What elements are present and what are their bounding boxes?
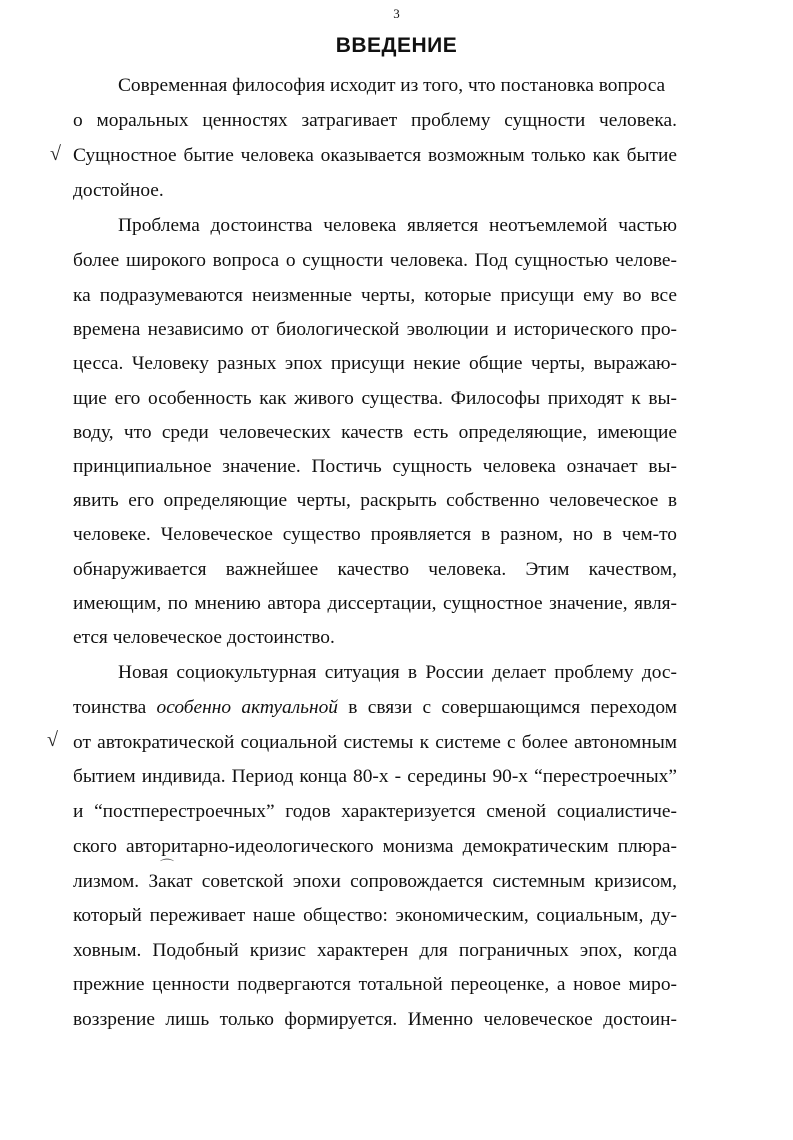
paragraph-2-line: Проблема достоинства человека является неотъемлемой частью: [118, 215, 677, 236]
paragraph-2-line: обнаруживается важнейшее качество человека. Этим качеством,: [73, 559, 677, 580]
paragraph-2-line: человеке. Человеческое существо проявляется в разном, но в чем-то: [73, 524, 677, 545]
handwritten-loop-mark: ⌒: [160, 860, 174, 875]
paragraph-3-line: прежние ценности подвергаются тотальной переоценке, а новое миро-: [73, 974, 677, 995]
margin-tick-mark: √: [50, 143, 61, 165]
paragraph-2-line: щие его особенность как живого существа. Философы приходят к вы-: [73, 388, 677, 409]
paragraph-2-line: более широкого вопроса о сущности человека. Под сущностью челове-: [73, 250, 677, 271]
paragraph-2-line: ка подразумеваются неизменные черты, которые присущи ему во все: [73, 285, 677, 306]
paragraph-2-line: принципиальное значение. Постичь сущность человека означает вы-: [73, 456, 677, 477]
paragraph-3-line: от автократической социальной системы к системе с более автономным: [73, 732, 677, 753]
paragraph-3-line: лизмом. Закат советской эпохи сопровождается системным кризисом,: [73, 871, 677, 892]
paragraph-3-line: [73, 696, 677, 720]
paragraph-2-line: явить его определяющие черты, раскрыть собственно человеческое в: [73, 490, 677, 511]
paragraph-3-line: который переживает наше общество: экономическим, социальным, ду-: [73, 905, 677, 926]
paragraph-2-line: воду, что среди человеческих качеств есть определяющие, имеющие: [73, 422, 677, 443]
page-number: 3: [393, 6, 400, 21]
paragraph-3-line: Новая социокультурная ситуация в России делает проблему дос-: [118, 662, 677, 683]
text-span: в связи с совершающимся переходом: [338, 697, 678, 718]
paragraph-1-line: о моральных ценностях затрагивает проблему сущности человека.: [73, 110, 677, 131]
paragraph-3-line: и “постперестроечных” годов характеризуется сменой социалистиче-: [73, 801, 677, 822]
paragraph-1-line: Сущностное бытие человека оказывается возможным только как бытие: [73, 145, 677, 166]
paragraph-3-line: ского авторитарно-идеологического монизма демократическим плюра-: [73, 836, 677, 857]
paragraph-2-line: времена независимо от биологической эволюции и исторического про-: [73, 319, 677, 340]
margin-tick-mark: √: [47, 729, 58, 751]
paragraph-3-line: ховным. Подобный кризис характерен для пограничных эпох, когда: [73, 940, 677, 961]
paragraph-2-line: имеющим, по мнению автора диссертации, сущностное значение, явля-: [73, 593, 677, 614]
paragraph-1-line: достойное.: [73, 180, 164, 201]
paragraph-3-line: воззрение лишь только формируется. Именно человеческое достоин-: [73, 1009, 677, 1030]
paragraph-3-line: бытием индивида. Период конца 80-х - середины 90-х “перестроечных”: [73, 766, 677, 787]
paragraph-2-line: ется человеческое достоинство.: [73, 627, 335, 648]
page-heading: ВВЕДЕНИЕ: [335, 34, 458, 57]
paragraph-1-line: Современная философия исходит из того, что постановка вопроса: [118, 75, 666, 96]
paragraph-2-line: цесса. Человеку разных эпох присущи некие общие черты, выражаю-: [73, 353, 677, 374]
text-span: тоинства: [73, 697, 157, 718]
emphasized-text: особенно актуальной: [156, 697, 339, 718]
